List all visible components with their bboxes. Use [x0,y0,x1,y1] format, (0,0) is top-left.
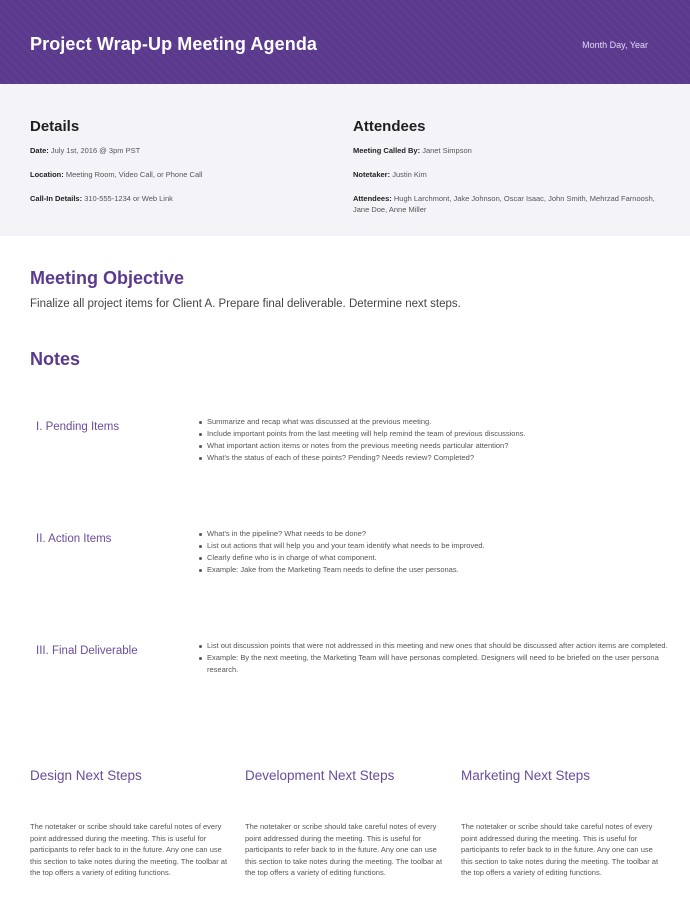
detail-label: Call-In Details [30,194,80,203]
steps-heading: Design Next Steps [30,768,142,783]
list-item: Include important points from the last meeting will help remind the team of previous discussions. [198,428,668,440]
steps-heading: Development Next Steps [245,768,395,783]
list-item: List out actions that will help you and your team identify what needs to be improved. [198,540,668,552]
detail-value: Meeting Room, Video Call, or Phone Call [65,170,203,179]
notes-heading: Notes [30,349,81,369]
list-item: Summarize and recap what was discussed at the previous meeting. [198,416,668,428]
attendee-value: Hugh Larchmont, Jake Johnson, Oscar Isaac, John Smith, Mehrzad Farnoosh, Jane Doe, Anne Miller [353,194,655,214]
objective-heading: Meeting Objective [30,268,185,288]
details-heading: Details [30,118,80,135]
attendee-called-by[interactable]: Meeting Called By: Janet Simpson [353,146,472,155]
list-item: What's in the pipeline? What needs to be done? [198,528,668,540]
note-section-label: I. Pending Items [36,421,120,433]
objective-text[interactable]: Finalize all project items for Client A. Prepare final deliverable. Determine next steps. [30,298,461,310]
detail-location[interactable]: Location: Meeting Room, Video Call, or Phone Call [30,170,203,179]
detail-call-in[interactable]: Call-In Details: 310-555-1234 or Web Link [30,194,173,203]
list-item: List out discussion points that were not addressed in this meeting and new ones that should be discussed after action items are completed. [198,640,668,652]
attendee-value: Justin Kim [392,170,427,179]
note-bullet-list[interactable] [198,528,668,576]
detail-value: 310-555-1234 or Web Link [84,194,173,203]
document-title[interactable]: Project Wrap-Up Meeting Agenda [30,34,318,54]
steps-text[interactable]: The notetaker or scribe should take careful notes of every point addressed during the meeting. This is useful for participants to refer back to in the future. Any one can use this section to take notes during the meeting. The toolbar at the top offers a variety of editing functions. [461,822,659,877]
list-item: Example: By the next meeting, the Marketing Team will have personas completed. Designers will need to be briefed on the user persona research. [198,652,668,676]
steps-text[interactable]: The notetaker or scribe should take careful notes of every point addressed during the meeting. This is useful for participants to refer back to in the future. Any one can use this section to take notes during the meeting. The toolbar at the top offers a variety of editing functions. [30,822,228,877]
header-banner [0,0,690,84]
design-next-steps [30,768,230,879]
attendee-list[interactable]: Attendees: Hugh Larchmont, Jake Johnson, Oscar Isaac, John Smith, Mehrzad Farnoosh, Jane Doe, Anne Miller [353,194,655,214]
note-bullet-list[interactable] [198,640,668,676]
detail-date[interactable]: Date: July 1st, 2016 @ 3pm PST [30,146,141,155]
attendee-notetaker[interactable]: Notetaker: Justin Kim [353,170,427,179]
marketing-next-steps [461,768,661,879]
development-next-steps [245,768,445,879]
attendee-label: Attendees [353,194,390,203]
attendee-label: Notetaker [353,170,388,179]
detail-value: July 1st, 2016 @ 3pm PST [50,146,141,155]
list-item: Example: Jake from the Marketing Team needs to define the user personas. [198,564,668,576]
attendees-section [353,118,663,228]
note-section-label: III. Final Deliverable [36,645,138,657]
attendee-label: Meeting Called By [353,146,418,155]
note-bullet-list[interactable] [198,416,668,464]
list-item: What's the status of each of these points? Pending? Needs review? Completed? [198,452,668,464]
attendee-value: Janet Simpson [422,146,472,155]
details-band [0,84,690,236]
steps-text[interactable]: The notetaker or scribe should take careful notes of every point addressed during the meeting. This is useful for participants to refer back to in the future. Any one can use this section to take notes during the meeting. The toolbar at the top offers a variety of editing functions. [245,822,443,877]
list-item: What important action items or notes from the previous meeting needs particular attention? [198,440,668,452]
steps-heading: Marketing Next Steps [461,768,591,783]
attendees-heading: Attendees [353,118,426,135]
note-section-label: II. Action Items [36,533,112,545]
details-section [30,118,310,217]
detail-label: Location [30,170,62,179]
list-item: Clearly define who is in charge of what component. [198,552,668,564]
document-date[interactable]: Month Day, Year [582,40,648,50]
detail-label: Date [30,146,47,155]
